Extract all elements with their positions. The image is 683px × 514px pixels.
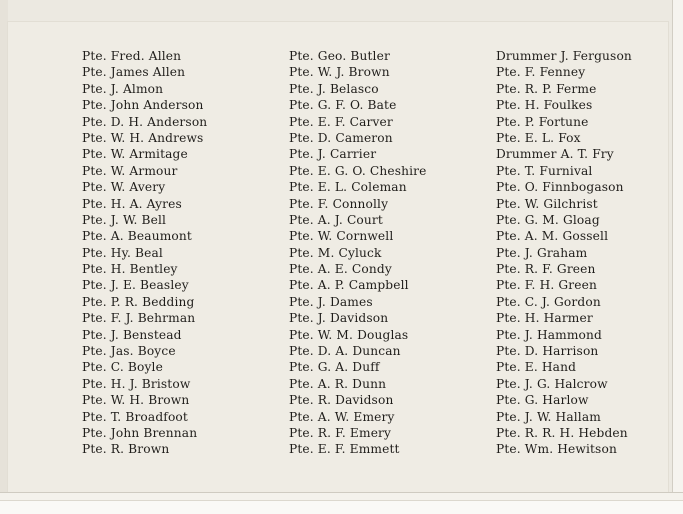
name-entry: Pte. R. Brown xyxy=(82,442,170,457)
name-column-2 xyxy=(289,48,427,458)
name-entry: Pte. F. H. Green xyxy=(496,278,597,293)
name-entry: Pte. P. Fortune xyxy=(496,114,589,129)
name-entry: Pte. G. Harlow xyxy=(496,393,589,408)
name-entry: Pte. J. Graham xyxy=(496,245,588,260)
name-entry: Pte. Wm. Hewitson xyxy=(496,442,617,457)
name-entry: Pte. P. R. Bedding xyxy=(82,294,195,309)
name-entry: Pte. J. Almon xyxy=(82,81,164,96)
name-entry: Pte. R. R. H. Hebden xyxy=(496,425,628,440)
name-entry: Pte. T. Furnival xyxy=(496,163,593,178)
name-entry: Pte. A. P. Campbell xyxy=(289,278,409,293)
name-entry: Pte. W. Armour xyxy=(82,163,178,178)
name-entry: Pte. D. Harrison xyxy=(496,344,599,359)
name-entry: Pte. H. Foulkes xyxy=(496,98,593,113)
name-entry: Pte. James Allen xyxy=(82,65,186,80)
name-entry: Pte. G. A. Duff xyxy=(289,360,380,375)
name-entry: Pte. T. Broadfoot xyxy=(82,409,188,424)
name-entry: Pte. W. Armitage xyxy=(82,147,188,162)
name-entry: Pte. W. J. Brown xyxy=(289,65,390,80)
name-entry: Pte. H. J. Bristow xyxy=(82,376,191,391)
name-entry: Pte. D. H. Anderson xyxy=(82,114,208,129)
name-entry: Pte. R. Davidson xyxy=(289,393,394,408)
name-entry: Pte. E. G. O. Cheshire xyxy=(289,163,427,178)
name-entry: Pte. J. Carrier xyxy=(289,147,377,162)
name-entry: Pte. C. Boyle xyxy=(82,360,163,375)
name-entry: Pte. E. F. Emmett xyxy=(289,442,400,457)
name-entry: Pte. A. J. Court xyxy=(289,212,383,227)
name-entry: Pte. W. Cornwell xyxy=(289,229,394,244)
name-entry: Pte. A. E. Condy xyxy=(289,262,392,277)
name-entry: Pte. G. M. Gloag xyxy=(496,212,600,227)
name-entry: Pte. O. Finnbogason xyxy=(496,180,624,195)
name-entry: Pte. G. F. O. Bate xyxy=(289,98,397,113)
name-entry: Pte. E. L. Coleman xyxy=(289,180,407,195)
name-entry: Pte. R. F. Emery xyxy=(289,425,392,440)
name-entry: Pte. D. Cameron xyxy=(289,130,393,145)
name-entry: Pte. W. Gilchrist xyxy=(496,196,598,211)
name-entry: Pte. Hy. Beal xyxy=(82,245,163,260)
name-entry: Pte. W. Avery xyxy=(82,180,166,195)
name-column-1 xyxy=(82,48,207,458)
name-entry: Pte. A. M. Gossell xyxy=(496,229,609,244)
name-entry: Pte. John Anderson xyxy=(82,98,204,113)
name-entry: Pte. H. A. Ayres xyxy=(82,196,182,211)
name-entry: Pte. R. P. Ferme xyxy=(496,81,597,96)
name-entry: Pte. H. Harmer xyxy=(496,311,593,326)
name-entry: Pte. A. Beaumont xyxy=(82,229,192,244)
name-entry: Pte. E. Hand xyxy=(496,360,577,375)
name-entry: Pte. J. Davidson xyxy=(289,311,389,326)
name-entry: Pte. J. Belasco xyxy=(289,81,379,96)
name-entry: Pte. F. Fenney xyxy=(496,65,586,80)
name-entry: Pte. E. L. Fox xyxy=(496,130,581,145)
name-entry: Pte. J. Dames xyxy=(289,294,373,309)
page-left-edge xyxy=(0,0,8,514)
name-entry: Pte. Jas. Boyce xyxy=(82,344,176,359)
name-entry: Pte. J. W. Hallam xyxy=(496,409,601,424)
name-entry: Pte. C. J. Gordon xyxy=(496,294,601,309)
name-entry: Pte. Fred. Allen xyxy=(82,49,182,63)
name-entry: Pte. John Brennan xyxy=(82,425,198,440)
name-column-3 xyxy=(496,48,632,458)
name-entry: Pte. M. Cyluck xyxy=(289,245,382,260)
name-entry: Drummer A. T. Fry xyxy=(496,147,614,162)
name-entry: Pte. J. Hammond xyxy=(496,327,602,342)
name-entry: Pte. J. E. Beasley xyxy=(82,278,189,293)
name-entry: Pte. A. R. Dunn xyxy=(289,376,387,391)
name-entry: Pte. F. J. Behrman xyxy=(82,311,196,326)
name-entry: Pte. E. F. Carver xyxy=(289,114,393,129)
page-bottom-edge-lower xyxy=(0,500,683,514)
name-entry: Pte. D. A. Duncan xyxy=(289,344,401,359)
page-right-edge xyxy=(672,0,683,514)
name-entry: Pte. R. F. Green xyxy=(496,262,596,277)
name-entry: Pte. W. H. Brown xyxy=(82,393,190,408)
name-entry: Pte. J. Benstead xyxy=(82,327,182,342)
name-entry: Pte. A. W. Emery xyxy=(289,409,395,424)
name-entry: Pte. F. Connolly xyxy=(289,196,389,211)
name-entry: Pte. W. H. Andrews xyxy=(82,130,204,145)
name-entry: Pte. Geo. Butler xyxy=(289,49,390,63)
name-entry: Pte. H. Bentley xyxy=(82,262,178,277)
name-entry: Pte. W. M. Douglas xyxy=(289,327,409,342)
name-entry: Pte. J. W. Bell xyxy=(82,212,167,227)
name-entry: Drummer J. Ferguson xyxy=(496,49,632,63)
name-entry: Pte. J. G. Halcrow xyxy=(496,376,608,391)
